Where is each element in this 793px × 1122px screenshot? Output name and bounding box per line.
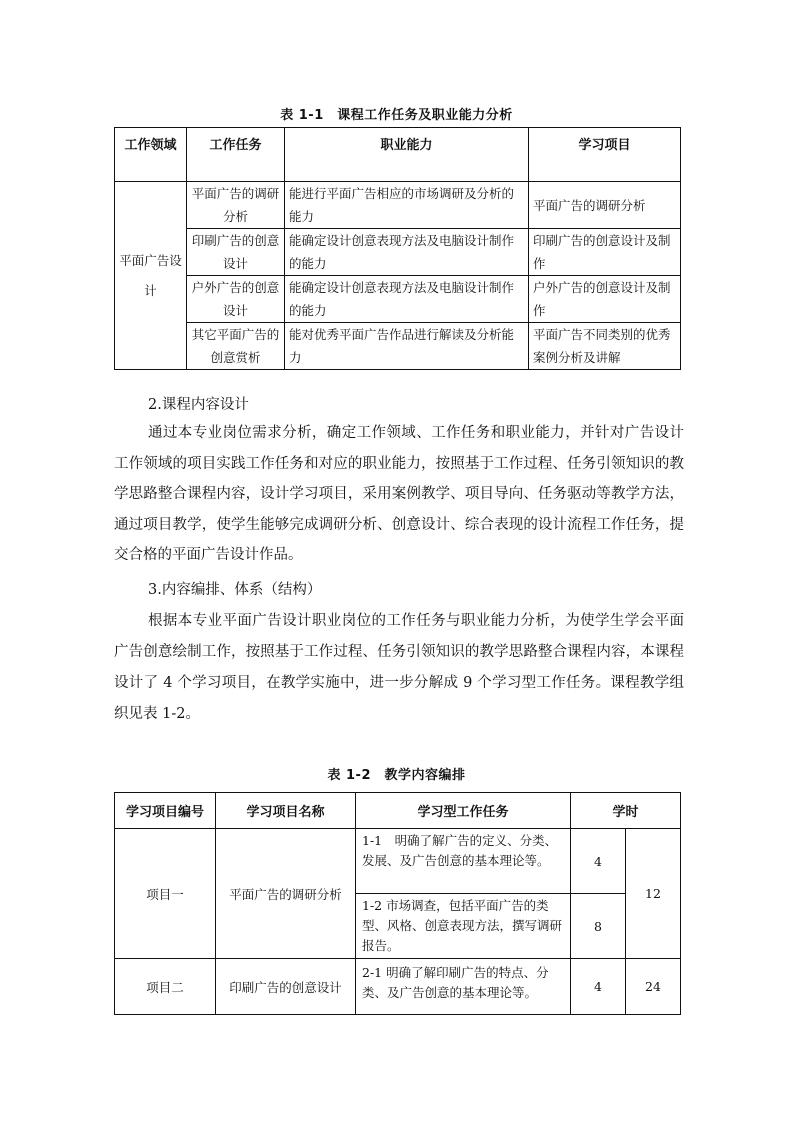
- ability-cell: 能确定设计创意表现方法及电脑设计制作的能力: [285, 229, 529, 276]
- task-hours-cell: 4: [571, 829, 626, 894]
- table-row: [115, 959, 681, 1015]
- work-task-cell: 户外广告的创意设计: [187, 276, 285, 323]
- learning-task-cell: 1-1 明确了解广告的定义、分类、发展、及广告创意的基本理论等。: [356, 829, 571, 894]
- section-3-heading: 3.内容编排、体系（结构）: [148, 582, 322, 598]
- table-1-2-caption: 表 1-2 教学内容编排: [327, 768, 466, 783]
- table-row: [115, 229, 681, 276]
- table-1-1-caption: 表 1-1 课程工作任务及职业能力分析: [280, 108, 513, 123]
- header-project-name: 学习项目名称: [216, 793, 356, 829]
- section-3-paragraph: 根据本专业平面广告设计职业岗位的工作任务与职业能力分析，为使学生学会平面广告创意绘制工作，按照基于工作过程、任务引领知识的教学思路整合课程内容，本课程设计了 4 个学习项目，在教学实施中，进一步分解成 9 个学习型工作任务。课程教学组织见表 1-2。: [114, 613, 684, 722]
- work-task-cell: 印刷广告的创意设计: [187, 229, 285, 276]
- project-cell: 户外广告的创意设计及制作: [529, 276, 681, 323]
- project-total-hours-cell: 12: [626, 829, 681, 959]
- header-project-id: 学习项目编号: [115, 793, 216, 829]
- ability-cell: 能对优秀平面广告作品进行解读及分析能力: [285, 323, 529, 370]
- table-header-row: [115, 128, 681, 182]
- project-name-cell: 平面广告的调研分析: [216, 829, 356, 959]
- project-id-cell: 项目二: [115, 959, 216, 1015]
- course-task-ability-table: [114, 127, 681, 370]
- table-row: [115, 829, 681, 894]
- project-cell: 印刷广告的创意设计及制作: [529, 229, 681, 276]
- project-cell: 平面广告的调研分析: [529, 182, 681, 229]
- teaching-content-table: [114, 792, 681, 1015]
- ability-cell: 能进行平面广告相应的市场调研及分析的能力: [285, 182, 529, 229]
- header-hours: 学时: [571, 793, 681, 829]
- work-task-cell: 其它平面广告的创意赏析: [187, 323, 285, 370]
- header-professional-ability: 职业能力: [285, 128, 529, 182]
- table-row: [115, 323, 681, 370]
- header-work-task: 工作任务: [187, 128, 285, 182]
- task-hours-cell: 4: [571, 959, 626, 1015]
- learning-task-cell: 1-2 市场调查，包括平面广告的类型、风格、创意表现方法，撰写调研报告。: [356, 894, 571, 959]
- work-domain-cell: 平面广告设计: [115, 182, 187, 370]
- task-hours-cell: 8: [571, 894, 626, 959]
- project-name-cell: 印刷广告的创意设计: [216, 959, 356, 1015]
- header-learning-project: 学习项目: [529, 128, 681, 182]
- header-learning-task: 学习型工作任务: [356, 793, 571, 829]
- header-work-domain: 工作领域: [115, 128, 187, 182]
- learning-task-cell: 2-1 明确了解印刷广告的特点、分类、及广告创意的基本理论等。: [356, 959, 571, 1015]
- project-id-cell: 项目一: [115, 829, 216, 959]
- work-task-cell: 平面广告的调研分析: [187, 182, 285, 229]
- table-row: [115, 276, 681, 323]
- ability-cell: 能确定设计创意表现方法及电脑设计制作的能力: [285, 276, 529, 323]
- table-header-row: [115, 793, 681, 829]
- section-2-paragraph: 通过本专业岗位需求分析，确定工作领域、工作任务和职业能力，并针对广告设计工作领域的项目实践工作任务和对应的职业能力，按照基于工作过程、任务引领知识的教学思路整合课程内容，设计学习项目，采用案例教学、项目导向、任务驱动等教学方法，通过项目教学，使学生能够完成调研分析、创意设计、综合表现的设计流程工作任务，提交合格的平面广告设计作品。: [114, 425, 684, 563]
- project-total-hours-cell: 24: [626, 959, 681, 1015]
- table-row: [115, 182, 681, 229]
- section-2-heading: 2.课程内容设计: [148, 397, 249, 413]
- project-cell: 平面广告不同类别的优秀案例分析及讲解: [529, 323, 681, 370]
